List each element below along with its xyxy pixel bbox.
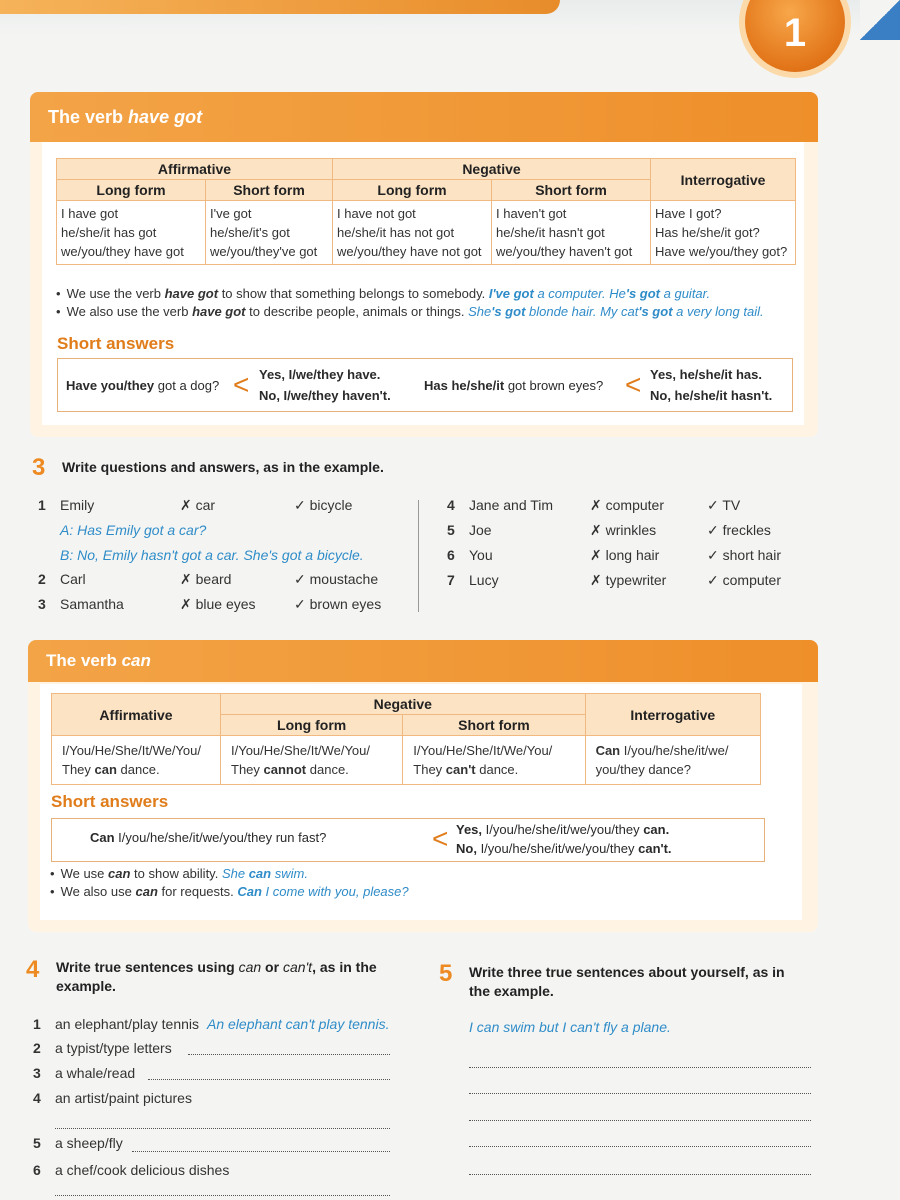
- item-present: ✓ computer: [707, 572, 781, 588]
- can-table: [51, 693, 761, 785]
- cell-negative-short: I haven't got he/she/it hasn't got we/you/they haven't got: [492, 201, 651, 265]
- example-question: A: Has Emily got a car?: [60, 522, 207, 538]
- header-short-form: Short form: [206, 180, 333, 201]
- short-answer-no: No, I/you/he/she/it/we/you/they can't.: [456, 841, 672, 856]
- header-short-form: Short form: [403, 715, 585, 736]
- header-negative: Negative: [333, 159, 651, 180]
- item-present: ✓ TV: [707, 497, 741, 513]
- short-answer-no: No, I/we/they haven't.: [259, 388, 391, 403]
- unit-number: 1: [783, 10, 807, 55]
- prompt-text: an artist/paint pictures: [55, 1090, 192, 1106]
- header-affirmative: Affirmative: [52, 694, 221, 736]
- exercise-5-number: 5: [439, 960, 453, 987]
- item-absent: ✗ car: [180, 497, 216, 513]
- can-short-answers-box: [51, 818, 765, 862]
- cell-affirmative-long: I have got he/she/it has got we/you/they have got: [57, 201, 206, 265]
- item-absent: ✗ long hair: [590, 547, 660, 563]
- short-answer-yes: Yes, I/you/he/she/it/we/you/they can.: [456, 822, 670, 837]
- answer-line[interactable]: [148, 1079, 390, 1080]
- exercise-5-instruction: Write three true sentences about yourself, as in the example.: [469, 964, 785, 999]
- item-absent: ✗ beard: [180, 571, 232, 587]
- rule-bullet: • We use can to show ability. She can swim.: [50, 866, 750, 881]
- person-name: Lucy: [469, 572, 499, 588]
- brace-icon: <: [233, 369, 250, 400]
- brace-icon: <: [625, 369, 642, 400]
- exercise-4-instruction: Write true sentences using can or can't, as in the example.: [56, 959, 377, 994]
- header-negative: Negative: [221, 694, 586, 715]
- header-long-form: Long form: [221, 715, 403, 736]
- list-item: 2: [33, 1040, 41, 1056]
- person-name: You: [469, 547, 493, 563]
- table-row: [52, 736, 761, 785]
- cell-negative-short: I/You/He/She/It/We/You/ They can't dance.: [403, 736, 585, 785]
- item-absent: ✗ typewriter: [590, 572, 667, 588]
- header-affirmative: Affirmative: [57, 159, 333, 180]
- have-got-short-answers-box: [57, 358, 793, 412]
- list-item: 4: [33, 1090, 41, 1106]
- answer-line[interactable]: [469, 1146, 811, 1147]
- list-item: 3: [38, 596, 46, 612]
- title-prefix: The verb: [48, 106, 124, 127]
- header-long-form: Long form: [333, 180, 492, 201]
- header-short-form: Short form: [492, 180, 651, 201]
- list-item: 5: [33, 1135, 41, 1151]
- cell-negative-long: I have not got he/she/it has not got we/you/they have not got: [333, 201, 492, 265]
- title-prefix: The verb: [46, 651, 117, 670]
- answer-line[interactable]: [132, 1151, 390, 1152]
- short-answer-no: No, he/she/it hasn't.: [650, 388, 773, 403]
- item-present: ✓ short hair: [707, 547, 781, 563]
- list-item: 5: [447, 522, 455, 538]
- item-absent: ✗ computer: [590, 497, 664, 513]
- item-present: ✓ bicycle: [294, 497, 353, 513]
- example-answer: B: No, Emily hasn't got a car. She's got a bicycle.: [60, 547, 364, 563]
- cell-interrogative: Can I/you/he/she/it/we/ you/they dance?: [585, 736, 760, 785]
- short-answer-yes: Yes, I/we/they have.: [259, 367, 381, 382]
- item-present: ✓ brown eyes: [294, 596, 382, 612]
- title-verb: have got: [128, 106, 203, 127]
- answer-line[interactable]: [469, 1067, 811, 1068]
- list-item: 7: [447, 572, 455, 588]
- rule-bullet: • We also use can for requests. Can I come with you, please?: [50, 884, 750, 899]
- header-stripe: [0, 0, 560, 14]
- title-verb: can: [121, 651, 151, 670]
- prompt-text: an elephant/play tennis: [55, 1016, 199, 1032]
- header-interrogative: Interrogative: [651, 159, 796, 201]
- can-rules: [50, 866, 750, 902]
- can-box-title: [28, 640, 818, 682]
- example-sentence: I can swim but I can't fly a plane.: [469, 1019, 671, 1035]
- person-name: Samantha: [60, 596, 124, 612]
- answer-line[interactable]: [469, 1120, 811, 1121]
- cell-interrogative: Have I got? Has he/she/it got? Have we/you/they got?: [651, 201, 796, 265]
- cell-affirmative: I/You/He/She/It/We/You/ They can dance.: [52, 736, 221, 785]
- example-answer: An elephant can't play tennis.: [207, 1016, 390, 1032]
- list-item: 6: [33, 1162, 41, 1178]
- short-answers-heading: Short answers: [57, 334, 175, 353]
- answer-line[interactable]: [188, 1054, 390, 1055]
- rule-bullet: • We also use the verb have got to describe people, animals or things. She's got blonde hair. My cat's got a very long tail.: [56, 304, 796, 319]
- corner-decoration: [860, 0, 900, 40]
- short-answer-yes: Yes, he/she/it has.: [650, 367, 762, 382]
- short-answers-heading: Short answers: [51, 792, 169, 811]
- exercise-3-instruction: Write questions and answers, as in the example.: [62, 459, 384, 475]
- rule-bullet: • We use the verb have got to show that something belongs to somebody. I've got a computer. He's got a guitar.: [56, 286, 796, 301]
- cell-affirmative-short: I've got he/she/it's got we/you/they've got: [206, 201, 333, 265]
- answer-line[interactable]: [469, 1174, 811, 1175]
- short-answer-question: Can I/you/he/she/it/we/you/they run fast?: [90, 830, 327, 845]
- cell-negative-long: I/You/He/She/It/We/You/ They cannot dance.: [221, 736, 403, 785]
- item-absent: ✗ wrinkles: [590, 522, 657, 538]
- short-answer-question: Has he/she/it got brown eyes?: [424, 378, 604, 393]
- item-present: ✓ moustache: [294, 571, 379, 587]
- exercise-3-number: 3: [32, 454, 46, 481]
- short-answer-question: Have you/they got a dog?: [66, 378, 220, 393]
- list-item: 3: [33, 1065, 41, 1081]
- item-absent: ✗ blue eyes: [180, 596, 256, 612]
- list-item: 1: [38, 497, 46, 513]
- have-got-rules: [56, 286, 796, 322]
- list-item: 2: [38, 571, 46, 587]
- column-divider: [418, 500, 419, 612]
- person-name: Carl: [60, 571, 86, 587]
- table-row: [57, 201, 796, 265]
- have-got-table: [56, 158, 796, 265]
- person-name: Joe: [469, 522, 492, 538]
- item-present: ✓ freckles: [707, 522, 771, 538]
- answer-line[interactable]: [469, 1093, 811, 1094]
- header-long-form: Long form: [57, 180, 206, 201]
- list-item: 4: [447, 497, 455, 513]
- person-name: Emily: [60, 497, 95, 513]
- unit-badge: [745, 0, 845, 72]
- list-item: 1: [33, 1016, 41, 1032]
- prompt-text: a sheep/fly: [55, 1135, 123, 1151]
- list-item: 6: [447, 547, 455, 563]
- prompt-text: a typist/type letters: [55, 1040, 172, 1056]
- person-name: Jane and Tim: [469, 497, 554, 513]
- answer-line[interactable]: [55, 1128, 390, 1129]
- prompt-text: a chef/cook delicious dishes: [55, 1162, 230, 1178]
- answer-line[interactable]: [55, 1195, 390, 1196]
- prompt-text: a whale/read: [55, 1065, 136, 1081]
- have-got-box-title: [30, 92, 818, 142]
- exercise-4-number: 4: [26, 956, 40, 983]
- brace-icon: <: [432, 823, 449, 854]
- header-interrogative: Interrogative: [585, 694, 760, 736]
